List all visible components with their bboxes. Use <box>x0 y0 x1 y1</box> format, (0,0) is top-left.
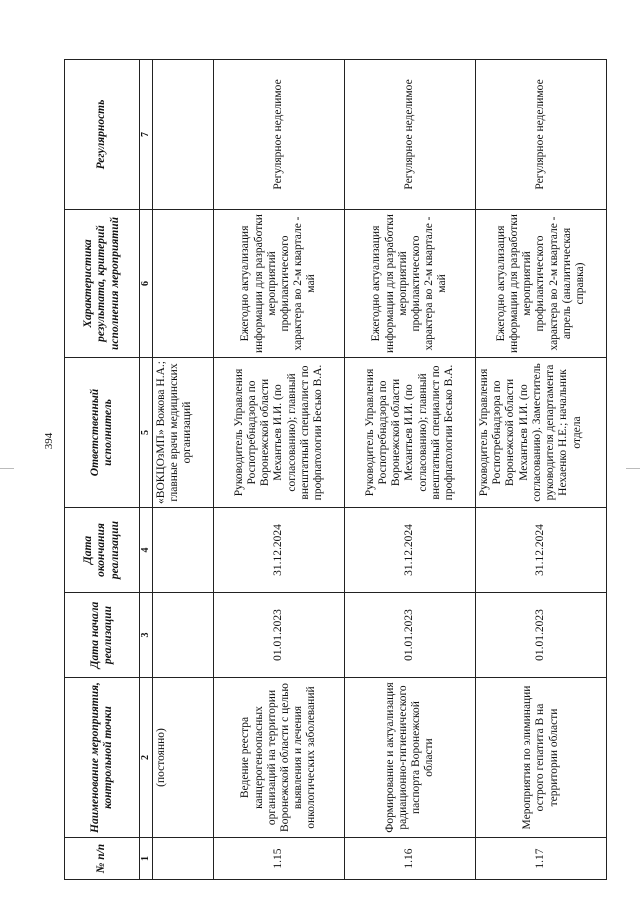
header-row <box>65 60 140 880</box>
header-num: № п/п <box>65 838 140 880</box>
cell-regularity: Регулярное неделимое <box>214 60 345 210</box>
cell-start <box>153 593 214 678</box>
cell-regularity: Регулярное неделимое <box>345 60 476 210</box>
cell-responsible: Руководитель Управления Роспотребнадзора по Воронежской области Механтьев И.И. (по согласованию). Заместитель руководителя департамента Нехаенко Н.Е.; начальник отдела <box>476 358 607 508</box>
cell-regularity: Регулярное неделимое <box>476 60 607 210</box>
cell-result: Ежегодно актуализация информации для разработки мероприятий профилактического характера во 2-м квартале - апрель (аналитическая справка) <box>476 210 607 358</box>
cell-end: 31.12.2024 <box>214 508 345 593</box>
table-row <box>476 60 607 880</box>
column-number: 2 <box>140 678 153 838</box>
cell-responsible: Руководитель Управления Роспотребнадзора по Воронежской области Механтьев И.И. (по согласованию); главный внештатный специалист по профпатологии Бесько В.А. <box>345 358 476 508</box>
cell-result <box>153 210 214 358</box>
table-row <box>214 60 345 880</box>
header-start: Дата начала реализации <box>65 593 140 678</box>
rotated-table-wrapper <box>64 60 587 880</box>
header-name: Наименование мероприятия, контрольной точки <box>65 678 140 838</box>
header-result: Характеристика результата, критерий исполнения мероприятий <box>65 210 140 358</box>
continuation-row <box>153 60 214 880</box>
cell-end: 31.12.2024 <box>476 508 607 593</box>
cell-name: (постоянно) <box>153 678 214 838</box>
cell-name: Мероприятия по элиминации острого гепатита В на территории области <box>476 678 607 838</box>
column-number-row <box>140 60 153 880</box>
cell-responsible: Руководитель Управления Роспотребнадзора по Воронежской области Механтьев И.И. (по согласованию); главный внештатный специалист по профпатологии Бесько В.А. <box>214 358 345 508</box>
cell-num: 1.16 <box>345 838 476 880</box>
header-regularity: Регулярность <box>65 60 140 210</box>
cell-start: 01.01.2023 <box>345 593 476 678</box>
fold-mark-right <box>626 468 640 469</box>
column-number: 6 <box>140 210 153 358</box>
header-responsible: Ответственный исполнитель <box>65 358 140 508</box>
cell-end <box>153 508 214 593</box>
column-number: 5 <box>140 358 153 508</box>
column-number: 3 <box>140 593 153 678</box>
cell-start: 01.01.2023 <box>476 593 607 678</box>
measures-table <box>64 59 607 880</box>
fold-mark-left <box>0 468 14 469</box>
column-number: 7 <box>140 60 153 210</box>
cell-num <box>153 838 214 880</box>
cell-name: Ведение реестра канцерогеноопасных организаций на территории Воронежской области с целью выявления и лечения онкологических заболеваний <box>214 678 345 838</box>
cell-num: 1.15 <box>214 838 345 880</box>
cell-name: Формирование и актуализация радиационно-гигиенического паспорта Воронежской области <box>345 678 476 838</box>
cell-end: 31.12.2024 <box>345 508 476 593</box>
column-number: 1 <box>140 838 153 880</box>
cell-result: Ежегодно актуализация информации для разработки мероприятий профилактического характера во 2-м квартале - май <box>345 210 476 358</box>
cell-num: 1.17 <box>476 838 607 880</box>
cell-result: Ежегодно актуализация информации для разработки мероприятий профилактического характера во 2-м квартале - май <box>214 210 345 358</box>
page-number: 394 <box>43 432 55 450</box>
column-number: 4 <box>140 508 153 593</box>
cell-start: 01.01.2023 <box>214 593 345 678</box>
cell-responsible: «ВОКЦОзМП» Вожова Н.А.; главные врачи медицинских организаций <box>153 358 214 508</box>
header-end: Дата окончания реализации <box>65 508 140 593</box>
table-row <box>345 60 476 880</box>
cell-regularity <box>153 60 214 210</box>
